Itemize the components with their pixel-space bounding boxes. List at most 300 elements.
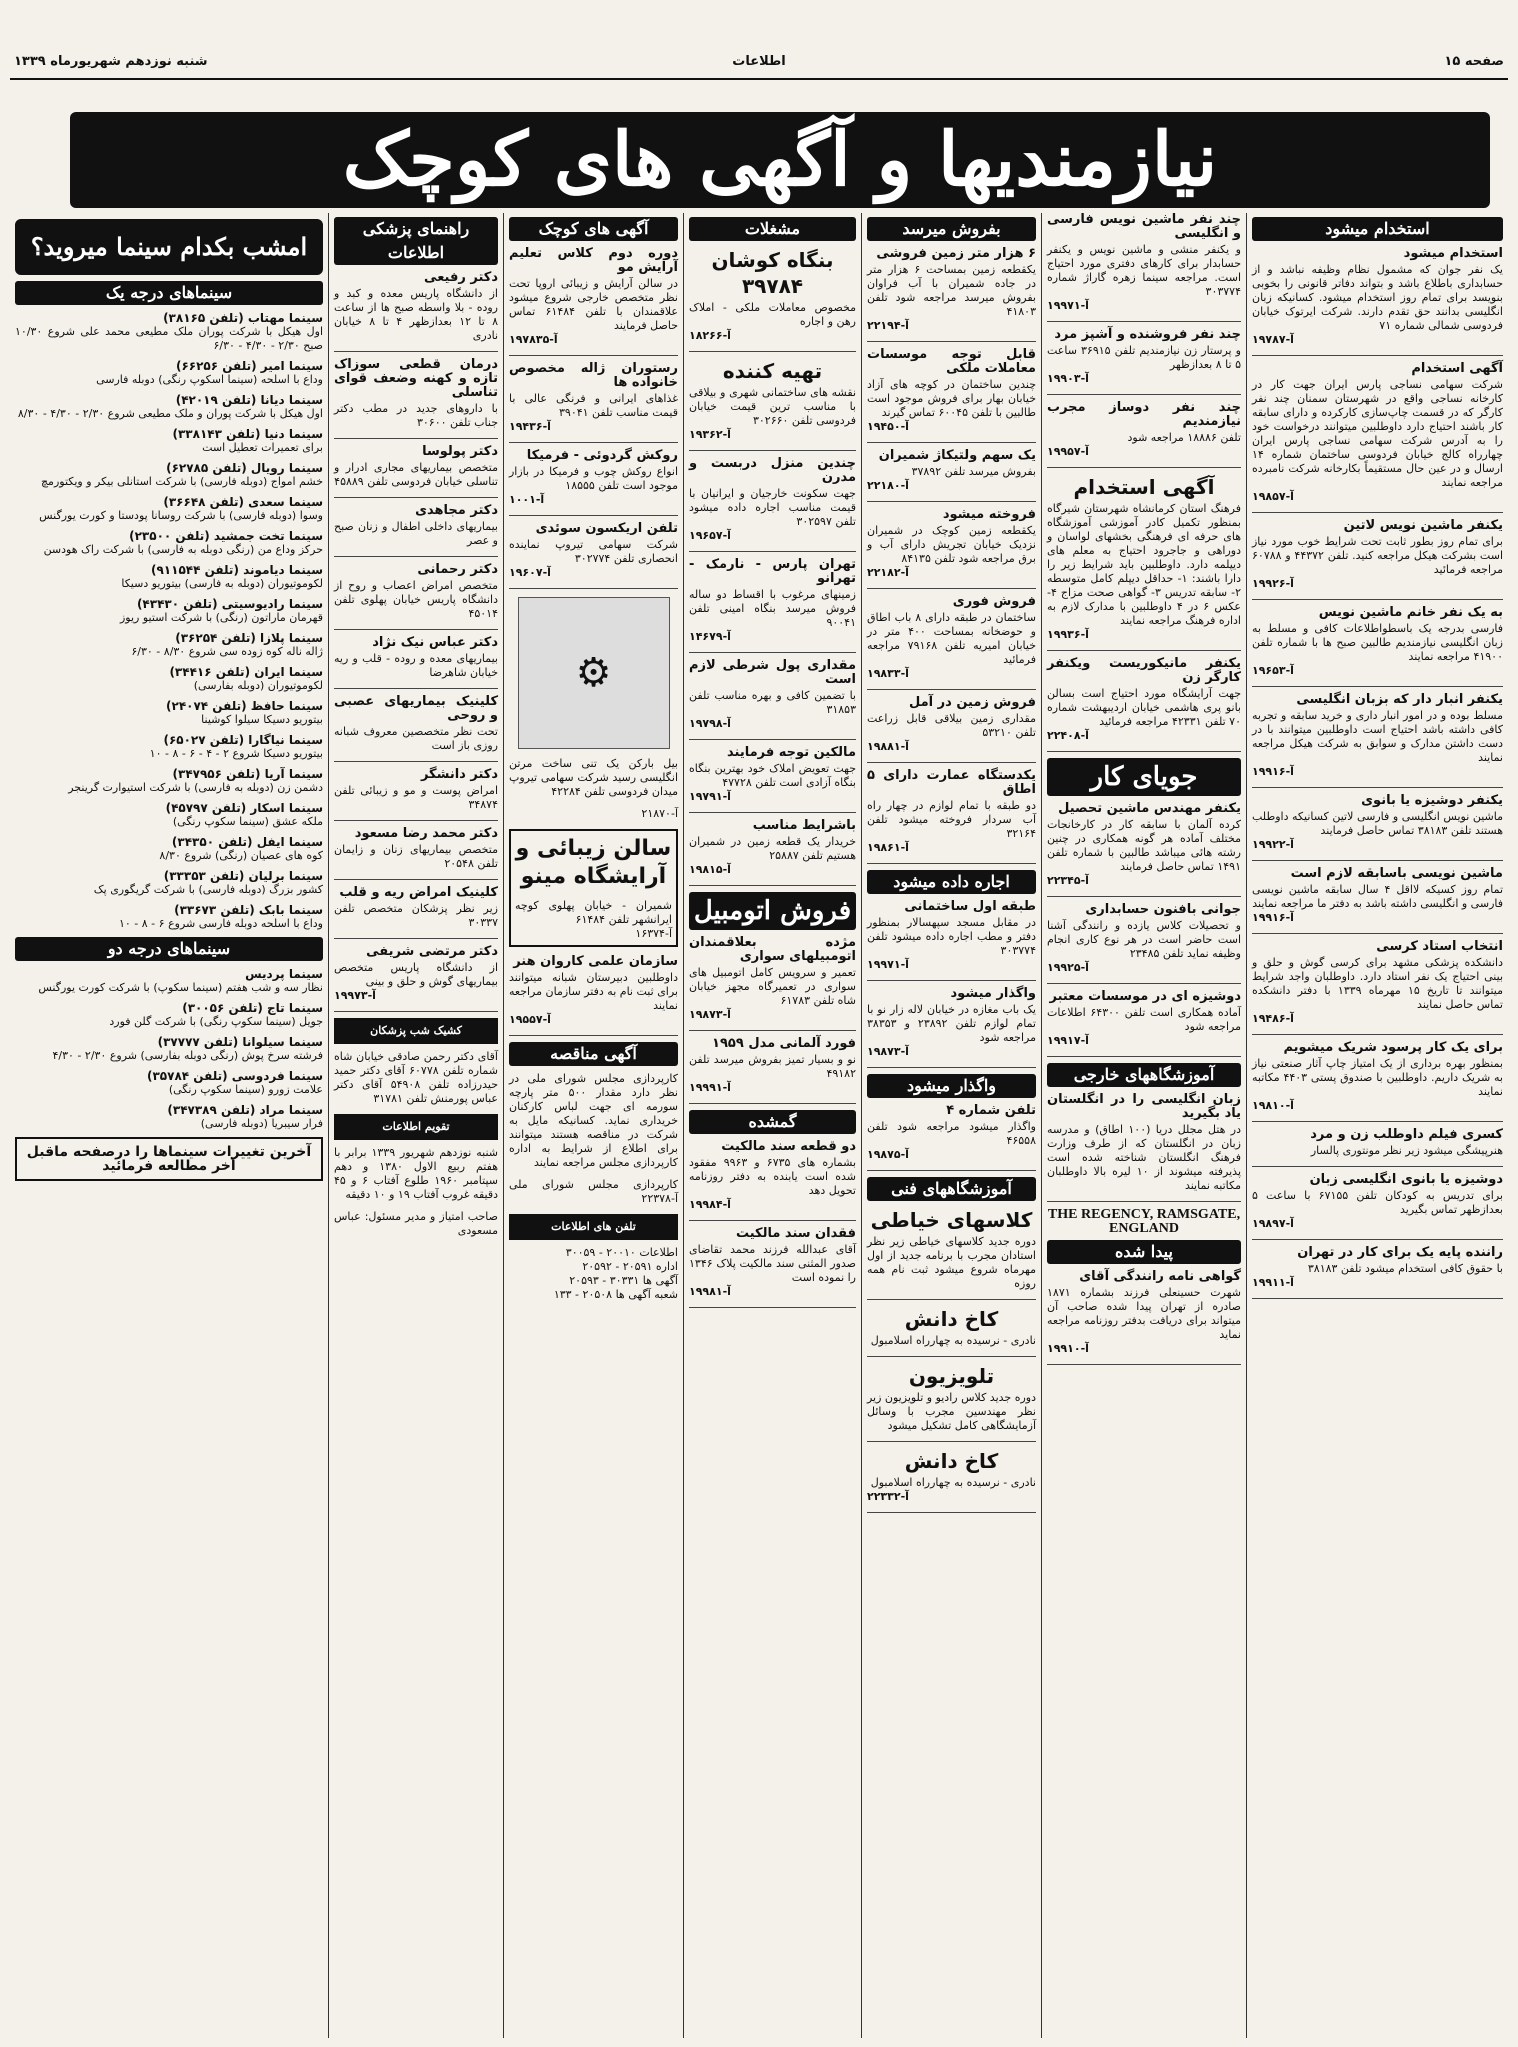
ad-code: آ-۱۹۹۷۱ — [1047, 299, 1089, 312]
ad-code: آ-۱۹۹۲۵ — [1047, 961, 1089, 974]
classified-ad — [334, 271, 498, 343]
ad-text: بفروش میرسد تلفن ۳۷۸۹۲ — [911, 465, 1036, 478]
issue-date: شنبه نوزدهم شهریورماه ۱۳۳۹ — [14, 54, 208, 69]
cinema-listing — [15, 461, 323, 489]
cinema-footer-note: آخرین تغییرات سینماها را درصفحه ماقبل آخر مطالعه فرمائید — [15, 1137, 323, 1181]
ad-title: راننده پایه یک برای کار در تهران — [1297, 1245, 1503, 1260]
ad-text: از دانشگاه پاریس معده و کبد و روده - بلا واسطه صبح ها از ساعت ۸ تا ۱۲ بعدازظهر ۴ تا ۸ خیابان نادری — [334, 287, 499, 342]
ad-separator — [1252, 686, 1503, 687]
ad-title: تلویزیون — [908, 1364, 995, 1388]
ad-code: آ-۱۹۹۳۶ — [1047, 628, 1089, 641]
ad-code: آ-۱۹۷۸۳۵ — [509, 333, 558, 346]
ad-title: چند نفر دوساز مجرب نیازمندیم — [1047, 400, 1241, 429]
ad-separator — [689, 450, 856, 451]
ad-code: آ-۱۹۷۹۸ — [689, 717, 731, 730]
ad-text: با حقوق کافی استخدام میشود تلفن ۳۸۱۸۳ — [1307, 1262, 1503, 1275]
cinema-program: کوه های عصیان (رنگی) شروع ۸/۳۰ — [159, 849, 323, 862]
section-header: جویای کار — [1047, 758, 1241, 796]
ad-text: یک نفر جوان که مشمول نظام وظیفه نباشد و از حسابداری باطلاع باشد و بتواند دفاتر قانونی را بخوبی بنویسد برای تمام روز استخدام میشود. کسانیکه زبان انگلیسی بدانند حق تقدم دارند. شرکت ایرتوک خیابان فردوسی شمالی شماره ۷۱ — [1252, 263, 1503, 332]
ad-code: آ-۲۲۱۸۲ — [867, 566, 909, 579]
ad-code: آ-۲۲۳۳۲ — [867, 1490, 909, 1503]
classified-ad — [1252, 1173, 1503, 1231]
ad-text: متخصص بیماریهای مجاری ادرار و تناسلی خیابان فردوسی تلفن ۴۵۸۸۹ — [334, 461, 498, 488]
ad-title: آگهی استخدام — [1411, 361, 1503, 376]
classified-ad — [867, 696, 1036, 754]
ad-separator — [689, 885, 856, 886]
classified-ad — [1047, 328, 1241, 386]
ad-text: یکقطعه زمین کوچک در شمیران نزدیک خیابان تجریش دارای آب و برق مراجعه شود تلفن ۸۴۱۳۵ — [867, 524, 1036, 565]
cinema-program: ملکه عشق (سینما سکوپ رنگی) — [172, 815, 323, 828]
ad-title: چند نفر فروشنده و آشپز مرد — [1054, 327, 1241, 342]
ad-code: آ-۱۹۹۱۶ — [1252, 765, 1294, 778]
phone-line: اطلاعات ۲۰۰۱۰ - ۳۰۰۵۹ — [565, 1246, 678, 1259]
ad-text: بشماره های ۶۷۳۵ و ۹۹۶۳ مفقود شده است یابنده به دفتر روزنامه تحویل دهد — [689, 1156, 857, 1197]
classified-ad — [689, 247, 856, 343]
cinema-listing — [15, 967, 323, 995]
section-header: آموزشگاههای خارجی — [1047, 1063, 1241, 1087]
ad-text: غذاهای ایرانی و فرنگی عالی با قیمت مناسب تلفن ۳۹۰۴۱ — [509, 392, 678, 419]
cinema-program: حرکز وداع من (رنگی دوبله به فارسی) با شرکت راک هودسن — [43, 543, 323, 556]
ad-separator — [867, 1170, 1036, 1171]
ad-code: آ-۱۹۴۳۶ — [509, 420, 551, 433]
ad-text: نو و بسیار تمیز بفروش میرسد تلفن ۴۹۱۸۲ — [689, 1053, 856, 1080]
ad-code: آ-۱۹۹۰۳ — [1047, 372, 1089, 385]
ad-text: فرهنگ استان کرمانشاه شهرستان شیرگاه بمنظور تکمیل کادر آموزشی آموزشگاه های حرفه ای فرهنگی بخشهای لواسان و دوراهی و جاجرود احتیاج به معلم های دیپلمه دارد. داوطلبین باید شرایط زیر را دارا باشند: ۱- حداقل دیپلم کامل متوسطه ۲- سابقه تدریس ۳- گواهی صحت مزاج ۴- عکس ۶ در ۴ داوطلبین با مدارک لازم به اداره فرهنگ مراجعه نمایند — [1047, 502, 1241, 627]
ad-separator — [334, 761, 498, 762]
ad-text: آماده همکاری است تلفن ۶۴۳۰۰ اطلاعات مراجعه شود — [1047, 1006, 1241, 1033]
tractor-icon: ⚙ — [518, 597, 670, 749]
ad-text: برای تدریس به کودکان تلفن ۶۷۱۵۵ با ساعت ۵ بعدازظهر تماس بگیرید — [1252, 1189, 1503, 1216]
ad-title: تهران پارس - نارمک - تهرانو — [689, 557, 856, 586]
ad-text: چندین ساختمان در کوچه های آزاد خیابان بهار برای فروش موجود است طالبین با تلفن ۶۰۰۴۵ تماس گیرند — [867, 378, 1036, 419]
ad-title: زبان انگلیسی را در انگلستان یاد بگیرید — [1047, 1092, 1241, 1121]
classified-ad — [867, 1363, 1036, 1433]
ad-separator — [1252, 1239, 1503, 1240]
cinema-listing — [15, 699, 323, 727]
ad-text: بیماریهای معده و روده - قلب و ریه خیابان شاهرضا — [334, 652, 498, 679]
ad-separator — [1047, 751, 1241, 752]
ad-text: تلفن ۱۸۸۸۶ مراجعه شود — [1127, 431, 1241, 444]
cinema-program: بیتوریو دسیکا شروع ۲ - ۴ - ۶ - ۸ - ۱۰ — [149, 747, 323, 760]
ad-title: تهیه کننده — [722, 359, 823, 383]
ad-separator — [1252, 1121, 1503, 1122]
cinema-listing — [15, 495, 323, 523]
cinema-program: اول هیکل با شرکت پوران و ملک مطیعی شروع ۲/۳۰ - ۴/۳۰ - ۸/۳۰ — [17, 407, 323, 420]
classified-ad — [1252, 940, 1503, 1026]
classified-ad — [689, 936, 856, 1022]
ad-code: آ-۱۹۸۹۷ — [1252, 1217, 1294, 1230]
ad-title: دکتر دانشگر — [420, 767, 498, 782]
ad-code: آ-۱۹۸۱۰ — [1252, 1099, 1294, 1112]
ad-separator — [867, 689, 1036, 690]
ad-text: برای تمام روز بطور ثابت تحت شرایط خوب مورد نیاز است بشرکت هیکل مراجعه کنید. تلفن ۴۴۳۷۲ و ۶۰۷۸۸ مراجعه فرمائید — [1252, 535, 1504, 576]
cinema-name: سینما پلازا (تلفن ۳۶۲۵۴) — [175, 631, 323, 645]
ad-separator — [867, 341, 1036, 342]
ad-separator — [867, 863, 1036, 864]
ad-title: دوشیزه یا بانوی انگلیسی زبان — [1309, 1172, 1503, 1187]
first-class-cinemas-title: سینماهای درجه یک — [15, 281, 323, 305]
cinema-name: سینما برلیان (تلفن ۳۳۳۵۳) — [163, 869, 323, 883]
classified-ad — [689, 358, 856, 442]
ad-separator — [1047, 1364, 1241, 1365]
phones-title: تلفن های اطلاعات — [509, 1214, 678, 1240]
ad-text: آقای عبدالله فرزند محمد تقاضای صدور المثنی سند مالکیت پلاک ۱۳۴۶ را نموده است — [689, 1243, 856, 1284]
classified-ad — [689, 659, 856, 731]
classified-ad — [867, 769, 1036, 855]
classified-ad — [1047, 1270, 1241, 1356]
ad-separator — [1252, 933, 1503, 934]
classified-ad — [867, 508, 1036, 580]
ad-separator — [334, 820, 498, 821]
cinema-program: کشور بزرگ (دوبله فارسی) با شرکت گریگوری پک — [93, 883, 323, 896]
classified-ad — [1252, 519, 1503, 591]
publisher-line: صاحب امتیاز و مدیر مسئول: عباس مسعودی — [334, 1210, 498, 1237]
ad-title: یکنفر مهندس ماشین تحصیل — [1058, 801, 1241, 816]
ad-separator — [1252, 599, 1503, 600]
cinema-program: فرار سیبریا (دوبله فارسی) — [200, 1117, 323, 1130]
salon-code: آ-۱۶۳۷۴ — [635, 927, 672, 940]
ad-text: نادری - نرسیده به چهارراه اسلامبول — [870, 1334, 1036, 1347]
night-doctors-title: کشیک شب پزشکان — [334, 1018, 498, 1044]
ad-code: آ-۱۹۷۹۱ — [689, 790, 731, 803]
classified-ad — [1047, 990, 1241, 1048]
cinema-listing — [15, 767, 323, 795]
ad-text: نادری - نرسیده به چهارراه اسلامبول — [870, 1476, 1036, 1489]
cinema-name: سینما دیاموند (تلفن ۹۱۱۵۴۴) — [150, 563, 323, 577]
classified-ad — [1252, 1246, 1503, 1290]
cinema-program: برای تعمیرات تعطیل است — [202, 441, 323, 454]
cinema-program: لکوموتیوران (دوبله به فارسی) بیتوریو دسیکا — [121, 577, 323, 590]
ad-title: درمان قطعی سوزاک تازه و کهنه وضعف قوای تناسلی — [334, 357, 498, 400]
ad-text: دوره جدید کلاس رادیو و تلویزیون زیر نظر مهندسین مجرب با وسائل آزمایشگاهی کامل تشکیل میشود — [866, 1391, 1036, 1432]
ad-separator — [1252, 355, 1503, 356]
ad-title: دکتر مرتضی شریفی — [366, 944, 498, 959]
ad-separator — [1047, 983, 1241, 984]
column-medical — [328, 213, 503, 2038]
classified-ad — [509, 449, 678, 507]
cinema-name: سینما سعدی (تلفن ۳۶۶۴۸) — [163, 495, 323, 509]
cinema-listing — [15, 427, 323, 455]
ad-separator — [867, 1512, 1036, 1513]
classified-ad — [867, 1306, 1036, 1348]
ad-title: دکتر پولوسا — [422, 444, 498, 459]
ad-text: زیر نظر پزشکان متخصص تلفن ۳۰۳۳۷ — [334, 902, 498, 929]
ad-separator — [689, 812, 856, 813]
ad-text: شرکت سهامی تیروپ نماینده انحصاری تلفن ۳۰۲۷۷۴ — [509, 538, 678, 565]
ad-text: از دانشگاه پاریس متخصص بیماریهای گوش و حلق و بینی — [334, 961, 498, 988]
ad-separator — [1252, 787, 1503, 788]
cinema-listing — [15, 1069, 323, 1097]
ad-text: جهت تعویض املاک خود بهترین بنگاه بنگاه آزادی است تلفن ۴۷۷۲۸ — [689, 762, 856, 789]
classified-ad — [1047, 213, 1241, 313]
ad-text: جهت سکونت خارجیان و ایرانیان با قیمت مناسب اجاره داده میشود تلفن ۳۰۲۵۹۷ — [689, 487, 856, 528]
ad-title: مژده بعلاقمندان اتومبیلهای سواری — [689, 935, 856, 964]
ad-text: یکقطعه زمین بمساحت ۶ هزار متر در جاده شمیران با آب فراوان بفروش میرسد مراجعه شود تلفن ۴۱۸۰۳ — [867, 263, 1036, 318]
ad-separator — [867, 1441, 1036, 1442]
ad-title: استخدام میشود — [1403, 246, 1503, 261]
ad-separator — [689, 652, 856, 653]
ad-separator — [334, 629, 498, 630]
section-banner: نیازمندیها و آگهی های کوچک — [70, 112, 1490, 208]
ad-code: آ-۱۹۶۵۷ — [689, 529, 731, 542]
ad-code: آ-۱۹۹۷۱ — [867, 958, 909, 971]
cinema-listing — [15, 1001, 323, 1029]
ad-separator — [867, 762, 1036, 763]
classified-ad — [334, 636, 498, 680]
ad-title: یکنفر مانیکوریست ویکنفر کارگر زن — [1047, 656, 1241, 685]
cinema-name: سینما تاج (تلفن ۳۰۰۵۶) — [182, 1001, 323, 1015]
ad-separator — [334, 438, 498, 439]
ad-title: به یک نفر خانم ماشین نویس — [1318, 605, 1503, 620]
calendar-text: شنبه نوزدهم شهریور ۱۳۳۹ برابر با هفتم ربیع الاول ۱۳۸۰ و دهم سپتامبر ۱۹۶۰ طلوع آفتاب ۶ و ۴۵ دقیقه غروب آفتاب ۱۹ و ۱۰ دقیقه — [334, 1146, 498, 1201]
ad-title: تلفن شماره ۴ — [946, 1103, 1036, 1118]
ad-separator — [689, 1103, 856, 1104]
ad-title: فروش فوری — [952, 594, 1036, 609]
classified-ad — [867, 247, 1036, 333]
ad-title: گواهی نامه رانندگی آقای — [1079, 1269, 1241, 1284]
classified-ad — [867, 1207, 1036, 1291]
cinema-listing — [15, 665, 323, 693]
classified-ad — [1047, 903, 1241, 975]
ad-title: جوانی بافنون حسابداری — [1085, 902, 1241, 917]
cinema-listing — [15, 733, 323, 761]
cinema-listing — [15, 903, 323, 931]
ad-separator — [1252, 1034, 1503, 1035]
ad-code: آ-۱۹۹۹۱ — [689, 1081, 731, 1094]
ad-separator — [334, 556, 498, 557]
section-header: پیدا شده — [1047, 1240, 1241, 1264]
classified-ad — [334, 695, 498, 753]
ad-text: نقشه های ساختمانی شهری و بیلاقی با مناسب ترین قیمت خیابان فردوسی تلفن ۳۰۲۶۶۰ — [689, 386, 856, 427]
ad-code: آ-۱۹۸۷۳ — [867, 1045, 909, 1058]
ad-title: طبقه اول ساختمانی — [904, 899, 1036, 914]
classified-ad — [334, 827, 498, 871]
classified-ad — [867, 348, 1036, 434]
ad-text: با تضمین کافی و بهره مناسب تلفن ۳۱۸۵۳ — [689, 689, 856, 716]
ad-title: یکدستگاه عمارت دارای ۵ اطاق — [867, 768, 1036, 797]
ad-code: آ-۱۰۰۱ — [509, 493, 545, 506]
ad-code: آ-۱۹۸۷۳ — [689, 1008, 731, 1021]
cinema-name: سینما امیر (تلفن ۶۶۲۵۶) — [175, 359, 323, 373]
ad-text: زمینهای مرغوب با اقساط دو ساله فروش میرسد بنگاه امینی تلفن ۹۰۰۴۱ — [689, 588, 856, 629]
cinema-name: سینما دیانا (تلفن ۴۲۰۱۹) — [175, 393, 323, 407]
ad-separator — [1252, 1166, 1503, 1167]
classified-ad — [334, 445, 498, 489]
ad-title: آگهی استخدام — [1073, 475, 1215, 499]
ad-text: متخصص امراض اعصاب و روح از دانشگاه پاریس خیابان پهلوی تلفن ۴۵۰۱۴ — [334, 579, 498, 620]
cinema-program: نظار سه و شب هفتم (سینما سکوپ) با شرکت کورت یورگنس — [38, 981, 323, 994]
ad-code: آ-۱۹۸۵۷ — [1252, 490, 1294, 503]
ad-code: آ-۲۲۱۸۰ — [867, 479, 909, 492]
classified-ad — [1252, 1041, 1503, 1113]
cinema-name: سینما تخت جمشید (تلفن ۲۳۵۰۰) — [129, 529, 323, 543]
cinema-program: لکوموتیوران (دوبله بفارسی) — [193, 679, 323, 692]
ad-separator — [689, 551, 856, 552]
phone-line: شعبه آگهی ها ۲۰۵۰۸ - ۱۳۳ — [553, 1288, 678, 1301]
page-header — [10, 54, 1508, 76]
ad-code: آ-۱۹۳۶۲ — [689, 428, 731, 441]
cinema-program: اول هیکل با شرکت پوران ملک مطیعی محمد علی شروع ۱۰/۳۰ صبح ۲/۳۰ - ۴/۳۰ - ۶/۳۰ — [15, 325, 323, 352]
ad-separator — [334, 688, 498, 689]
tender-text: کارپردازی مجلس شورای ملی در نظر دارد مقدار ۵۰۰ متر پارچه سورمه ای جهت لباس کارکنان خریداری نماید. کسانیکه مایل به شرکت در مناقصه هستند میتوانند برای اطلاع از شرایط به اداره کارپردازی مجلس مراجعه نمایند — [509, 1072, 678, 1169]
ad-title: چند نفر ماشین نویس فارسی و انگلیسی — [1047, 213, 1241, 241]
classified-ad — [689, 819, 856, 877]
ad-code: آ-۱۹۴۵۰ — [867, 420, 909, 433]
ad-title: واگذار میشود — [950, 986, 1036, 1001]
classified-ad — [867, 1104, 1036, 1162]
ad-title: دوشیزه ای در موسسات معتبر — [1049, 989, 1241, 1004]
ad-title: کسری فیلم داوطلب زن و مرد — [1310, 1127, 1503, 1142]
ad-text: تحت نظر متخصصین معروف شبانه روزی باز است — [334, 725, 498, 752]
ad-title: سازمان علمی کاروان هنر — [513, 954, 678, 969]
ad-code: آ-۱۹۸۶۱ — [867, 841, 909, 854]
ad-title: دکتر محمد رضا مسعود — [354, 826, 498, 841]
classified-ad — [334, 563, 498, 621]
cinema-program: وداع با اسلحه دوبله فارسی شروع ۶ - ۸ - ۱۰ — [118, 917, 323, 930]
ad-text: تمام روز کسیکه لااقل ۴ سال سابقه ماشین نویسی فارسی و انگلیسی داشته باشد به دفتر ما مراجعه نمایند — [1252, 883, 1503, 910]
cinema-program: وسوا (دوبله فارسی) با شرکت روسانا پودستا و کورت یورگنس — [39, 509, 323, 522]
classified-ad — [1047, 802, 1241, 888]
section-header: استخدام میشود — [1252, 217, 1503, 241]
salon-text: شمیران - خیابان پهلوی کوچه ایرانشهر تلفن ۶۱۴۸۴ — [515, 899, 672, 926]
column-employment-2 — [1041, 213, 1246, 2038]
ad-title: انتخاب استاد کرسی — [1376, 939, 1503, 954]
ad-code: آ-۱۹۷۸۷ — [1252, 333, 1294, 346]
ad-code: آ-۱۹۸۸۱ — [867, 740, 909, 753]
cinema-name: سینما ایفل (تلفن ۳۴۳۵۰) — [171, 835, 323, 849]
section-header: آگهی های کوچک — [509, 217, 678, 241]
section-header: فروش اتومبیل — [689, 892, 856, 930]
section-header: واگذار میشود — [867, 1074, 1036, 1098]
section-header: مشغلات — [689, 217, 856, 241]
section-header: گمشده — [689, 1110, 856, 1134]
salon-title: سالن زیبائی و آرایشگاه مینو — [515, 836, 672, 889]
ad-separator — [867, 1299, 1036, 1300]
classified-ad — [1047, 401, 1241, 459]
cinema-listing — [15, 835, 323, 863]
ad-text: هنرپیشگی میشود زیر نظر مونتوری پالسار — [1310, 1144, 1503, 1157]
cinema-name: سینما رویال (تلفن ۶۲۷۸۵) — [166, 461, 323, 475]
cinema-name: سینما فردوسی (تلفن ۳۵۷۸۴) — [147, 1069, 323, 1083]
section-header: آگهی مناقصه — [509, 1042, 678, 1066]
ad-title: دو قطعه سند مالکیت — [721, 1139, 856, 1154]
ad-separator — [867, 980, 1036, 981]
classified-ad — [509, 955, 678, 1027]
classified-ad — [867, 1448, 1036, 1504]
ad-code: آ-۲۲۴۰۸ — [1047, 729, 1089, 742]
ad-code: آ-۱۹۹۲۶ — [1252, 577, 1294, 590]
cinema-name: سینما ایران (تلفن ۳۴۴۱۶) — [169, 665, 323, 679]
ad-code: آ-۱۹۹۱۶ — [1252, 911, 1294, 924]
ad-title: ۶ هزار متر زمین فروشی — [876, 246, 1036, 261]
ad-separator — [334, 879, 498, 880]
section-header: بفروش میرسد — [867, 217, 1036, 241]
cinema-listing — [15, 1103, 323, 1131]
ad-text: انواع روکش چوب و فرمیکا در بازار موجود است تلفن ۱۸۵۵۵ — [509, 465, 678, 492]
ad-text: در سالن آرایش و زیبائی اروپا تحت نظر متخصص خارجی شروع میشود علاقمندان با تلفن ۶۱۴۸۴ تماس حاصل فرمایند — [509, 277, 678, 332]
ad-separator — [867, 588, 1036, 589]
ad-title: یکنفر دوشیزه یا بانوی — [1361, 793, 1503, 808]
classified-ad — [867, 987, 1036, 1059]
ad-title: روکش گردوئی - فرمیکا — [526, 448, 678, 463]
ad-text: کرده آلمان با سابقه کار در کارخانجات مختلف آماده هر گونه همکاری در چنین رشته هائی میباشد طالبین با شماره تلفن ۱۴۹۱ تماس حاصل فرمایند — [1047, 818, 1241, 873]
ad-code: آ-۱۹۸۱۵ — [689, 863, 731, 876]
ad-title: بنگاه کوشان ۳۹۷۸۴ — [711, 248, 834, 298]
ad-code: آ-۱۹۹۸۴ — [689, 1198, 731, 1211]
ad-text: و یکنفر منشی و ماشین نویس و یکنفر حسابدار برای کارهای دفتری مورد احتیاج است. مراجعه سینما زهره گاراژ شماره ۳۰۳۷۷۴ — [1047, 243, 1241, 298]
cinema-program: وداع با اسلحه (سینما اسکوپ رنگی) دوبله فارسی — [96, 373, 323, 386]
column-for-sale — [861, 213, 1041, 2038]
ad-code: آ-۱۹۹۱۱ — [1252, 1276, 1294, 1289]
salon-ad — [509, 829, 678, 947]
classified-ad — [509, 522, 678, 580]
ad-separator — [1047, 321, 1241, 322]
classified-ad — [334, 886, 498, 930]
ad-code: آ-۱۸۲۶۶ — [689, 329, 731, 342]
ad-text: و پرستار زن نیازمندیم تلفن ۳۶۹۱۵ ساعت ۵ تا ۸ بعدازظهر — [1047, 344, 1241, 371]
ad-text: واگذار میشود مراجعه شود تلفن ۴۶۵۵۸ — [867, 1120, 1036, 1147]
ad-code: آ-۱۹۸۷۵ — [867, 1148, 909, 1161]
column-small-ads — [503, 213, 683, 2038]
classified-ad — [1252, 693, 1503, 779]
ad-code: آ-۱۴۶۷۹ — [689, 630, 731, 643]
classified-ad — [334, 504, 498, 548]
phone-line: آگهی ها ۳۰۳۳۱ - ۲۰۵۹۳ — [569, 1274, 678, 1287]
ad-separator — [867, 1356, 1036, 1357]
ad-separator — [867, 501, 1036, 502]
ad-title: چندین منزل دربست و مدرن — [689, 456, 856, 485]
ad-title: مالکین توجه فرمایند — [727, 745, 856, 760]
ad-title: برای یک کار پرسود شریک میشویم — [1283, 1040, 1503, 1055]
phone-line: اداره ۲۰۵۹۱ - ۲۰۵۹۲ — [582, 1260, 678, 1273]
ad-text: در هتل مجلل دریا (۱۰۰ اطاق) و مدرسه زبان در انگلستان که از طرف وزارت فرهنگ انگلستان شناخته شده است پذیرفته میشوند از ۱۰ لیره بالا داوطلبان مکاتبه نمایند — [1047, 1123, 1242, 1192]
cinema-name: سینما پردیس — [245, 967, 323, 981]
classified-ad — [1252, 362, 1503, 504]
ad-title: کاخ دانش — [904, 1307, 999, 1331]
ad-separator — [509, 355, 678, 356]
ad-title: فورد آلمانی مدل ۱۹۵۹ — [712, 1036, 856, 1051]
classified-ad — [1252, 867, 1503, 925]
cinema-program: ژاله ناله کوه زوده سی شروع ۸/۳۰ - ۶/۳۰ — [131, 645, 323, 658]
ad-title: کلاسهای خیاطی — [870, 1208, 1033, 1232]
ad-separator — [334, 497, 498, 498]
ad-code: آ-۱۹۵۵۷ — [509, 1013, 551, 1026]
cinema-program: علامت زورو (سینما سکوپ رنگی) — [168, 1083, 323, 1096]
column-employment — [1246, 213, 1508, 2038]
classified-ad — [689, 1227, 856, 1299]
ad-separator — [1252, 860, 1503, 861]
ad-separator — [689, 1220, 856, 1221]
ad-text: مسلط بوده و در امور انبار داری و خرید سابقه و تجربه کافی داشته باشد احتیاج است داوطلبین میتوانند با در دست داشتن مدارک و سوابق به شرکت هیکل مراجعه نمایند — [1252, 709, 1503, 764]
classified-ad — [334, 945, 498, 1003]
ad-separator — [1252, 512, 1503, 513]
cinema-name: سینما سیلوانا (تلفن ۳۷۷۷۷) — [157, 1035, 323, 1049]
paper-name: اطلاعات — [732, 54, 786, 69]
ad-text: دوره جدید کلاسهای خیاطی زیر نظر استادان مجرب با برنامه جدید از اول مهرماه شروع میشود ثبت نام همه روزه — [867, 1235, 1036, 1290]
cinema-program: فرشته سرخ پوش (رنگی دوبله بفارسی) شروع ۲/۳۰ - ۴/۳۰ — [52, 1049, 323, 1062]
ad-text: در مقابل مسجد سپهسالار بمنظور دفتر و مطب اجاره داده میشود تلفن ۳۰۳۷۷۴ — [867, 916, 1036, 957]
ad-separator — [334, 938, 498, 939]
ad-title: دکتر عباس نیک نژاد — [372, 635, 498, 650]
cinema-listing — [15, 1035, 323, 1063]
regency-address: THE REGENCY, RAMSGATE, ENGLAND — [1047, 1207, 1241, 1236]
calendar-title: تقویم اطلاعات — [334, 1114, 498, 1140]
cinema-listing — [15, 801, 323, 829]
ad-text: شرکت سهامی نساجی پارس ایران جهت کار در کارخانه نساجی واقع در شهرستان سمنان چند نفر کارگر که در قسمت چاپ‌سازی کارکرده و دارای سابقه کار باشند احتیاج دارد داوطلبین میتوانند درخواست خود را به آدرس شرکت سهامی نساجی پارس ایران چهارراه کالج خیابان فردوسی ساختمان شماره ۱۴ ارسال و در عین حال مستقیماً بکارخانه شرکت نامبرده مراجعه نمایند — [1252, 378, 1503, 489]
ad-title: مقداری پول شرطی لازم است — [689, 658, 856, 687]
classified-ad — [1252, 606, 1503, 678]
ad-separator — [1047, 1201, 1241, 1202]
